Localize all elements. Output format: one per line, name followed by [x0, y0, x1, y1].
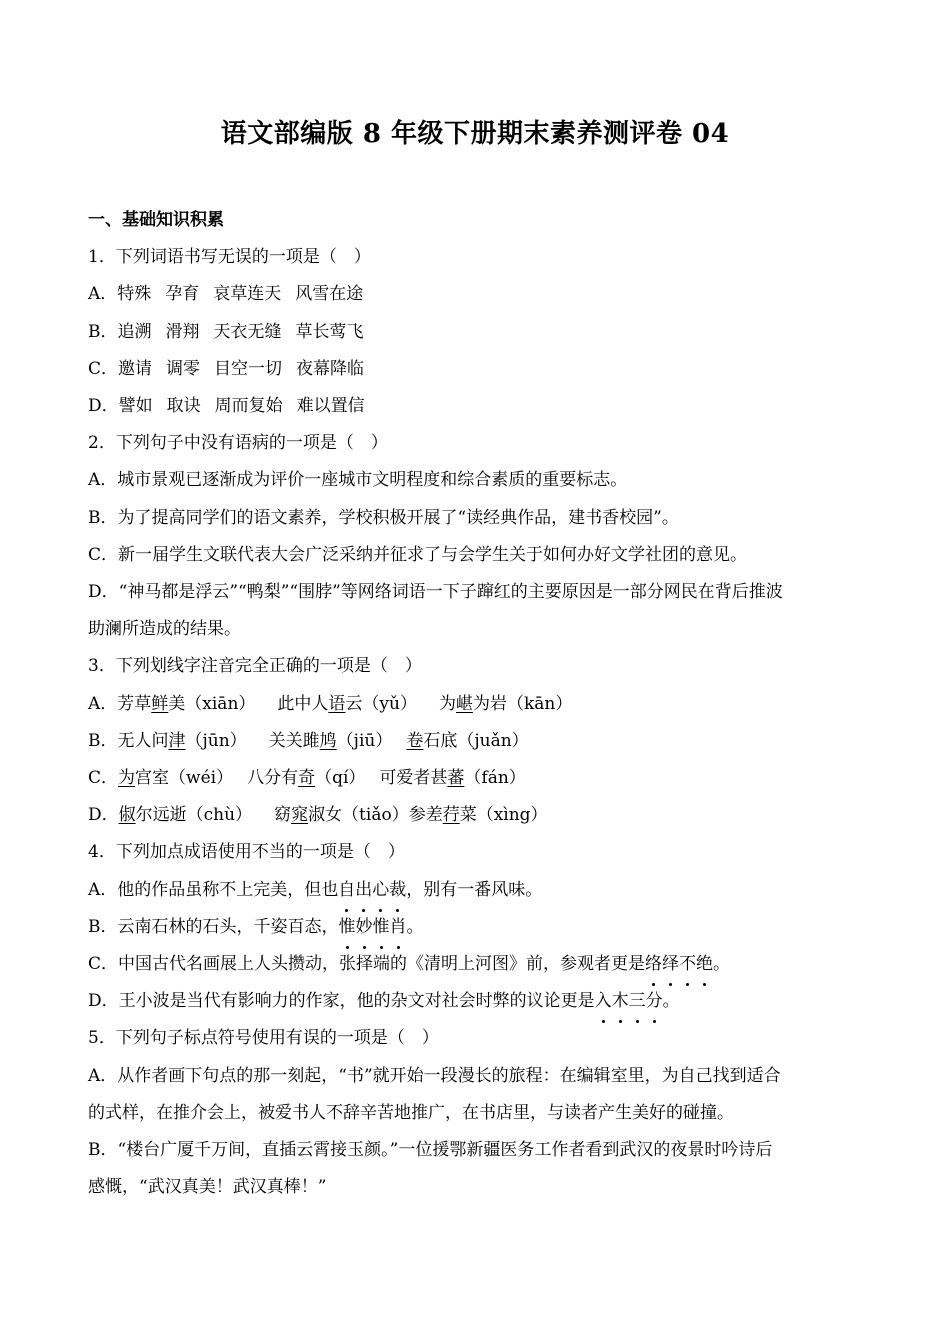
dotted-char: 裁	[389, 872, 406, 909]
underlined-char: 津	[168, 730, 186, 751]
dotted-char: 分	[646, 983, 663, 1020]
underlined-char: 语	[328, 693, 346, 714]
question-2-option-b: B．为了提高同学们的语文素养，学校积极开展了“读经典作品，建书香校园”。	[88, 507, 679, 528]
question-2-option-d-line1: D．“神马都是浮云”“鸭梨”“围脖”等网络词语一下子蹿红的主要原因是一部分网民在背后推波	[88, 582, 783, 603]
underlined-char: 为	[118, 768, 136, 789]
question-2-option-a: A．城市景观已逐渐成为评价一座城市文明程度和综合素质的重要标志。	[88, 470, 628, 491]
question-4-stem: 4．下列加点成语使用不当的一项是（ ）	[88, 842, 405, 863]
dotted-char: 绝	[696, 946, 713, 983]
question-5-option-a-line1: A．从作者画下句点的那一刻起，“书”就开始一段漫长的旅程：在编辑室里，为自己找到适合	[88, 1065, 781, 1086]
dotted-char: 妙	[356, 909, 373, 946]
question-1-stem: 1．下列词语书写无误的一项是（ ）	[88, 247, 371, 268]
question-4-option-b: B．云南石林的石头，千姿百态，惟妙惟肖。	[88, 909, 864, 946]
question-4-option-c: C．中国古代名画展上人头攒动，张择端的《清明上河图》前，参观者更是络绎不绝。	[88, 946, 864, 983]
question-2-option-d-line2: 助澜所造成的结果。	[88, 619, 241, 640]
question-2-stem: 2．下列句子中没有语病的一项是（ ）	[88, 433, 388, 454]
dotted-char: 木	[612, 983, 629, 1020]
dotted-char: 绎	[662, 946, 679, 983]
page-title: 语文部编版 8 年级下册期末素养测评卷 04	[220, 119, 730, 149]
dotted-char: 三	[629, 983, 646, 1020]
question-5-option-b-line2: 感慨，“武汉真美！武汉真棒！”	[88, 1177, 327, 1198]
question-5-option-b-line1: B．“楼台广厦千万间，直插云霄接玉颜。”一位援鄂新疆医务工作者看到武汉的夜景时吟诗后	[88, 1140, 773, 1161]
dotted-char: 惟	[373, 909, 390, 946]
underlined-char: 奇	[298, 768, 316, 789]
question-2-option-c: C．新一届学生文联代表大会广泛采纳并征求了与会学生关于如何办好文学社团的意见。	[88, 544, 748, 565]
question-1-option-b: B．追溯 滑翔 天衣无缝 草长莺飞	[88, 321, 364, 342]
question-3-option-a: A．芳草鲜美（xiān） 此中人语云（yǔ） 为嵁为岩（kān）	[88, 693, 573, 714]
question-3-option-c: C．为宫室（wéi） 八分有奇（qí） 可爱者甚蕃（fán）	[88, 768, 526, 789]
question-5-stem: 5．下列句子标点符号使用有误的一项是（ ）	[88, 1028, 439, 1049]
underlined-char: 鲜	[151, 693, 169, 714]
underlined-char: 荇	[442, 805, 460, 826]
underlined-char: 卷	[406, 730, 424, 751]
dotted-char: 心	[372, 872, 389, 909]
dotted-char: 不	[679, 946, 696, 983]
dotted-char: 入	[595, 983, 612, 1020]
question-5-option-a-line2: 的式样，在推介会上，被爱书人不辞辛苦地推广，在书店里，与读者产生美好的碰撞。	[88, 1102, 734, 1123]
question-1-option-c: C．邀请 调零 目空一切 夜幕降临	[88, 358, 365, 379]
question-1-option-d: D．譬如 取诀 周而复始 难以置信	[88, 396, 365, 417]
question-3-option-d: D．俶尔远逝（chù） 窈窕淑女（tiǎo）参差荇菜（xìng）	[88, 805, 548, 826]
question-3-option-b: B．无人问津（jūn） 关关雎鸠（jiū） 卷石底（juǎn）	[88, 730, 529, 751]
dotted-char: 络	[645, 946, 662, 983]
question-4-option-d: D．王小波是当代有影响力的作家，他的杂文对社会时弊的议论更是入木三分。	[88, 983, 864, 1020]
section-heading: 一、基础知识积累	[88, 210, 224, 230]
question-1-option-a: A．特殊 孕育 哀草连天 风雪在途	[88, 284, 364, 305]
underlined-char: 俶	[118, 805, 136, 826]
underlined-char: 鸠	[319, 730, 337, 751]
dotted-char: 出	[355, 872, 372, 909]
dotted-char: 肖	[390, 909, 407, 946]
underlined-char: 嵁	[455, 693, 473, 714]
question-4-option-a: A．他的作品虽称不上完美，但也自出心裁，别有一番风味。	[88, 872, 864, 909]
dotted-char: 自	[338, 872, 355, 909]
underlined-char: 窕	[291, 805, 309, 826]
dotted-char: 惟	[339, 909, 356, 946]
exam-content	[88, 202, 864, 1206]
question-3-stem: 3．下列划线字注音完全正确的一项是（ ）	[88, 656, 422, 677]
underlined-char: 蕃	[447, 768, 465, 789]
